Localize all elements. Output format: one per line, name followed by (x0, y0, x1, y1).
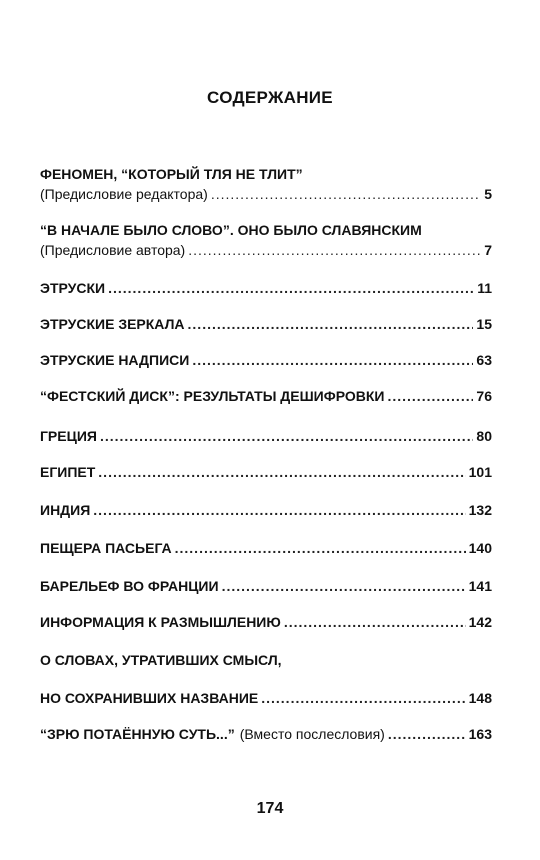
toc-entry-line (40, 278, 492, 298)
toc-entry (40, 724, 492, 744)
dot-leader (98, 462, 465, 482)
toc-entry-title: “ФЕСТСКИЙ ДИСК”: РЕЗУЛЬТАТЫ ДЕШИФРОВКИ (40, 388, 385, 404)
dot-leader (387, 386, 473, 406)
toc-entry-line (40, 576, 492, 596)
toc-entry (40, 612, 492, 632)
toc-entry-page: 80 (476, 428, 492, 444)
dot-leader (261, 688, 465, 708)
toc-entry-page: 148 (468, 690, 492, 706)
toc-entry-page: 141 (468, 578, 492, 594)
toc-entry-page: 142 (468, 614, 492, 630)
dot-leader (388, 724, 466, 744)
toc-entry-title: ГРЕЦИЯ (40, 428, 97, 444)
toc-entry-line (40, 688, 492, 708)
toc-entry-page: 163 (468, 726, 492, 742)
toc-entry-line (40, 386, 492, 406)
dot-leader (192, 350, 473, 370)
toc-entry (40, 350, 492, 370)
dot-leader (93, 500, 465, 520)
toc-entry-line (40, 500, 492, 520)
toc-entry-page: 7 (484, 242, 492, 258)
toc-entry-line (40, 612, 492, 632)
toc-entry-line (40, 184, 492, 204)
dot-leader (188, 314, 474, 334)
toc-entry-line (40, 314, 492, 334)
toc-entry-page: 76 (476, 388, 492, 404)
dot-leader (222, 576, 466, 596)
toc-entry-title: БАРЕЛЬЕФ ВО ФРАНЦИИ (40, 578, 219, 594)
dot-leader (188, 240, 481, 260)
dot-leader (108, 278, 474, 298)
toc-entry-title-continued: НО СОХРАНИВШИХ НАЗВАНИЕ (40, 690, 259, 706)
toc-entry (40, 576, 492, 596)
toc-entry-title: ЭТРУСКИ (40, 280, 106, 296)
toc-entry-title: ФЕНОМЕН, “КОТОРЫЙ ТЛЯ НЕ ТЛИТ” (40, 166, 303, 182)
toc-entry-title: ПЕЩЕРА ПАСЬЕГА (40, 540, 172, 556)
toc-entry-line (40, 462, 492, 482)
toc-entry-page: 63 (476, 352, 492, 368)
toc-entry-title: “В НАЧАЛЕ БЫЛО СЛОВО”. ОНО БЫЛО СЛАВЯНСКИМ (40, 222, 422, 238)
toc-entry (40, 314, 492, 334)
dot-leader (175, 538, 466, 558)
toc-entry-subtitle: (Вместо послесловия) (239, 726, 385, 742)
toc-entry-subtitle: (Предисловие автора) (40, 242, 186, 258)
toc-entry-line (40, 426, 492, 446)
toc-entry-line (40, 538, 492, 558)
dot-leader (284, 612, 466, 632)
toc-entry-title: ИНДИЯ (40, 502, 91, 518)
toc-entry (40, 164, 492, 204)
dot-leader (211, 184, 481, 204)
toc-entry-line (40, 350, 492, 370)
toc-entry-line (40, 724, 492, 744)
toc-entry-title: “ЗРЮ ПОТАЁННУЮ СУТЬ...” (40, 726, 235, 742)
toc-entry-title: ИНФОРМАЦИЯ К РАЗМЫШЛЕНИЮ (40, 614, 281, 630)
toc-entry-title: ЭТРУСКИЕ НАДПИСИ (40, 352, 190, 368)
toc-entry (40, 426, 492, 446)
dot-leader (100, 426, 473, 446)
toc-entry-page: 101 (468, 464, 492, 480)
toc-entry-page: 132 (468, 502, 492, 518)
toc-entry (40, 650, 492, 708)
toc-entry (40, 500, 492, 520)
toc-entry-page: 15 (476, 316, 492, 332)
toc-entry (40, 538, 492, 558)
toc-entry (40, 278, 492, 298)
toc-entry-title: ЕГИПЕТ (40, 464, 96, 480)
page-title: СОДЕРЖАНИЕ (207, 88, 333, 107)
toc-entry (40, 386, 492, 406)
toc-entry-page: 11 (477, 280, 492, 296)
toc-entry-line (40, 240, 492, 260)
toc-entry-page: 140 (468, 540, 492, 556)
toc-entry (40, 220, 492, 260)
toc-entry-title: ЭТРУСКИЕ ЗЕРКАЛА (40, 316, 185, 332)
page-number: 174 (256, 800, 284, 817)
toc-entry (40, 462, 492, 482)
toc-entry-page: 5 (484, 186, 492, 202)
toc-entry-title: О СЛОВАХ, УТРАТИВШИХ СМЫСЛ, (40, 652, 282, 668)
toc-entry-subtitle: (Предисловие редактора) (40, 186, 208, 202)
